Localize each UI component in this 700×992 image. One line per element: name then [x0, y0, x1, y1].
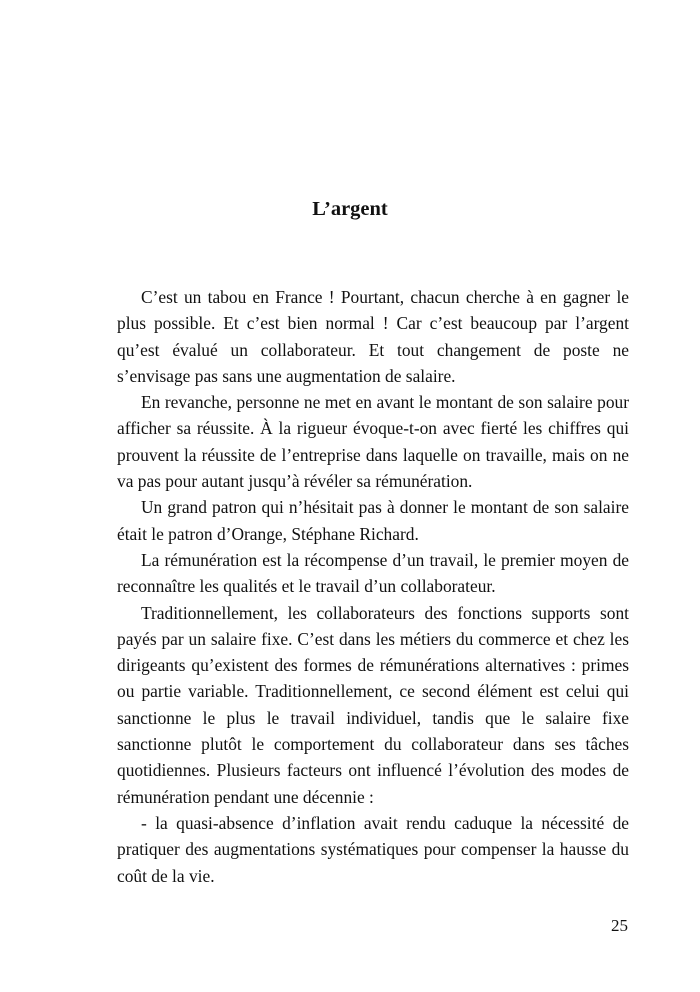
page-title: L’argent: [312, 198, 388, 220]
paragraph: La rémunération est la récompense d’un travail, le premier moyen de reconnaître les qualités et le travail d’un collaborateur.: [117, 549, 629, 597]
paragraph: C’est un tabou en France ! Pourtant, chacun cherche à en gagner le plus possible. Et c’est bien normal ! Car c’est beaucoup par l’argent qu’est évalué un collaborateur. Et tout changement de poste ne s’envisage pas sans une augmentation de salaire.: [117, 287, 629, 386]
paragraph: En revanche, personne ne met en avant le montant de son salaire pour afficher sa réussite. À la rigueur évoque-t-on avec fierté les chiffres qui prouvent la réussite de l’entreprise dans laquelle on travaille, mais on ne va pas pour autant jusqu’à révéler sa rémunération.: [117, 392, 629, 492]
page-number: 25: [611, 916, 628, 935]
body-text: [117, 284, 629, 889]
paragraph: - la quasi-absence d’inflation avait rendu caduque la nécessité de pratiquer des augmentations systématiques pour compenser la hausse du coût de la vie.: [117, 812, 629, 886]
paragraph: Un grand patron qui n’hésitait pas à donner le montant de son salaire était le patron d’Orange, Stéphane Richard.: [117, 497, 629, 544]
paragraph: Traditionnellement, les collaborateurs des fonctions supports sont payés par un salaire fixe. C’est dans les métiers du commerce et chez les dirigeants qu’existent des formes de rémunérations alternatives : primes ou partie variable. Traditionnellement, ce second élément est celui qui sanctionne le plus le travail individuel, tandis que le salaire fixe sanctionne plutôt le comportement du collaborateur dans ses tâches quotidiennes. Plusieurs facteurs ont influencé l’évolution des modes de rémunération pendant une décennie :: [117, 602, 629, 807]
